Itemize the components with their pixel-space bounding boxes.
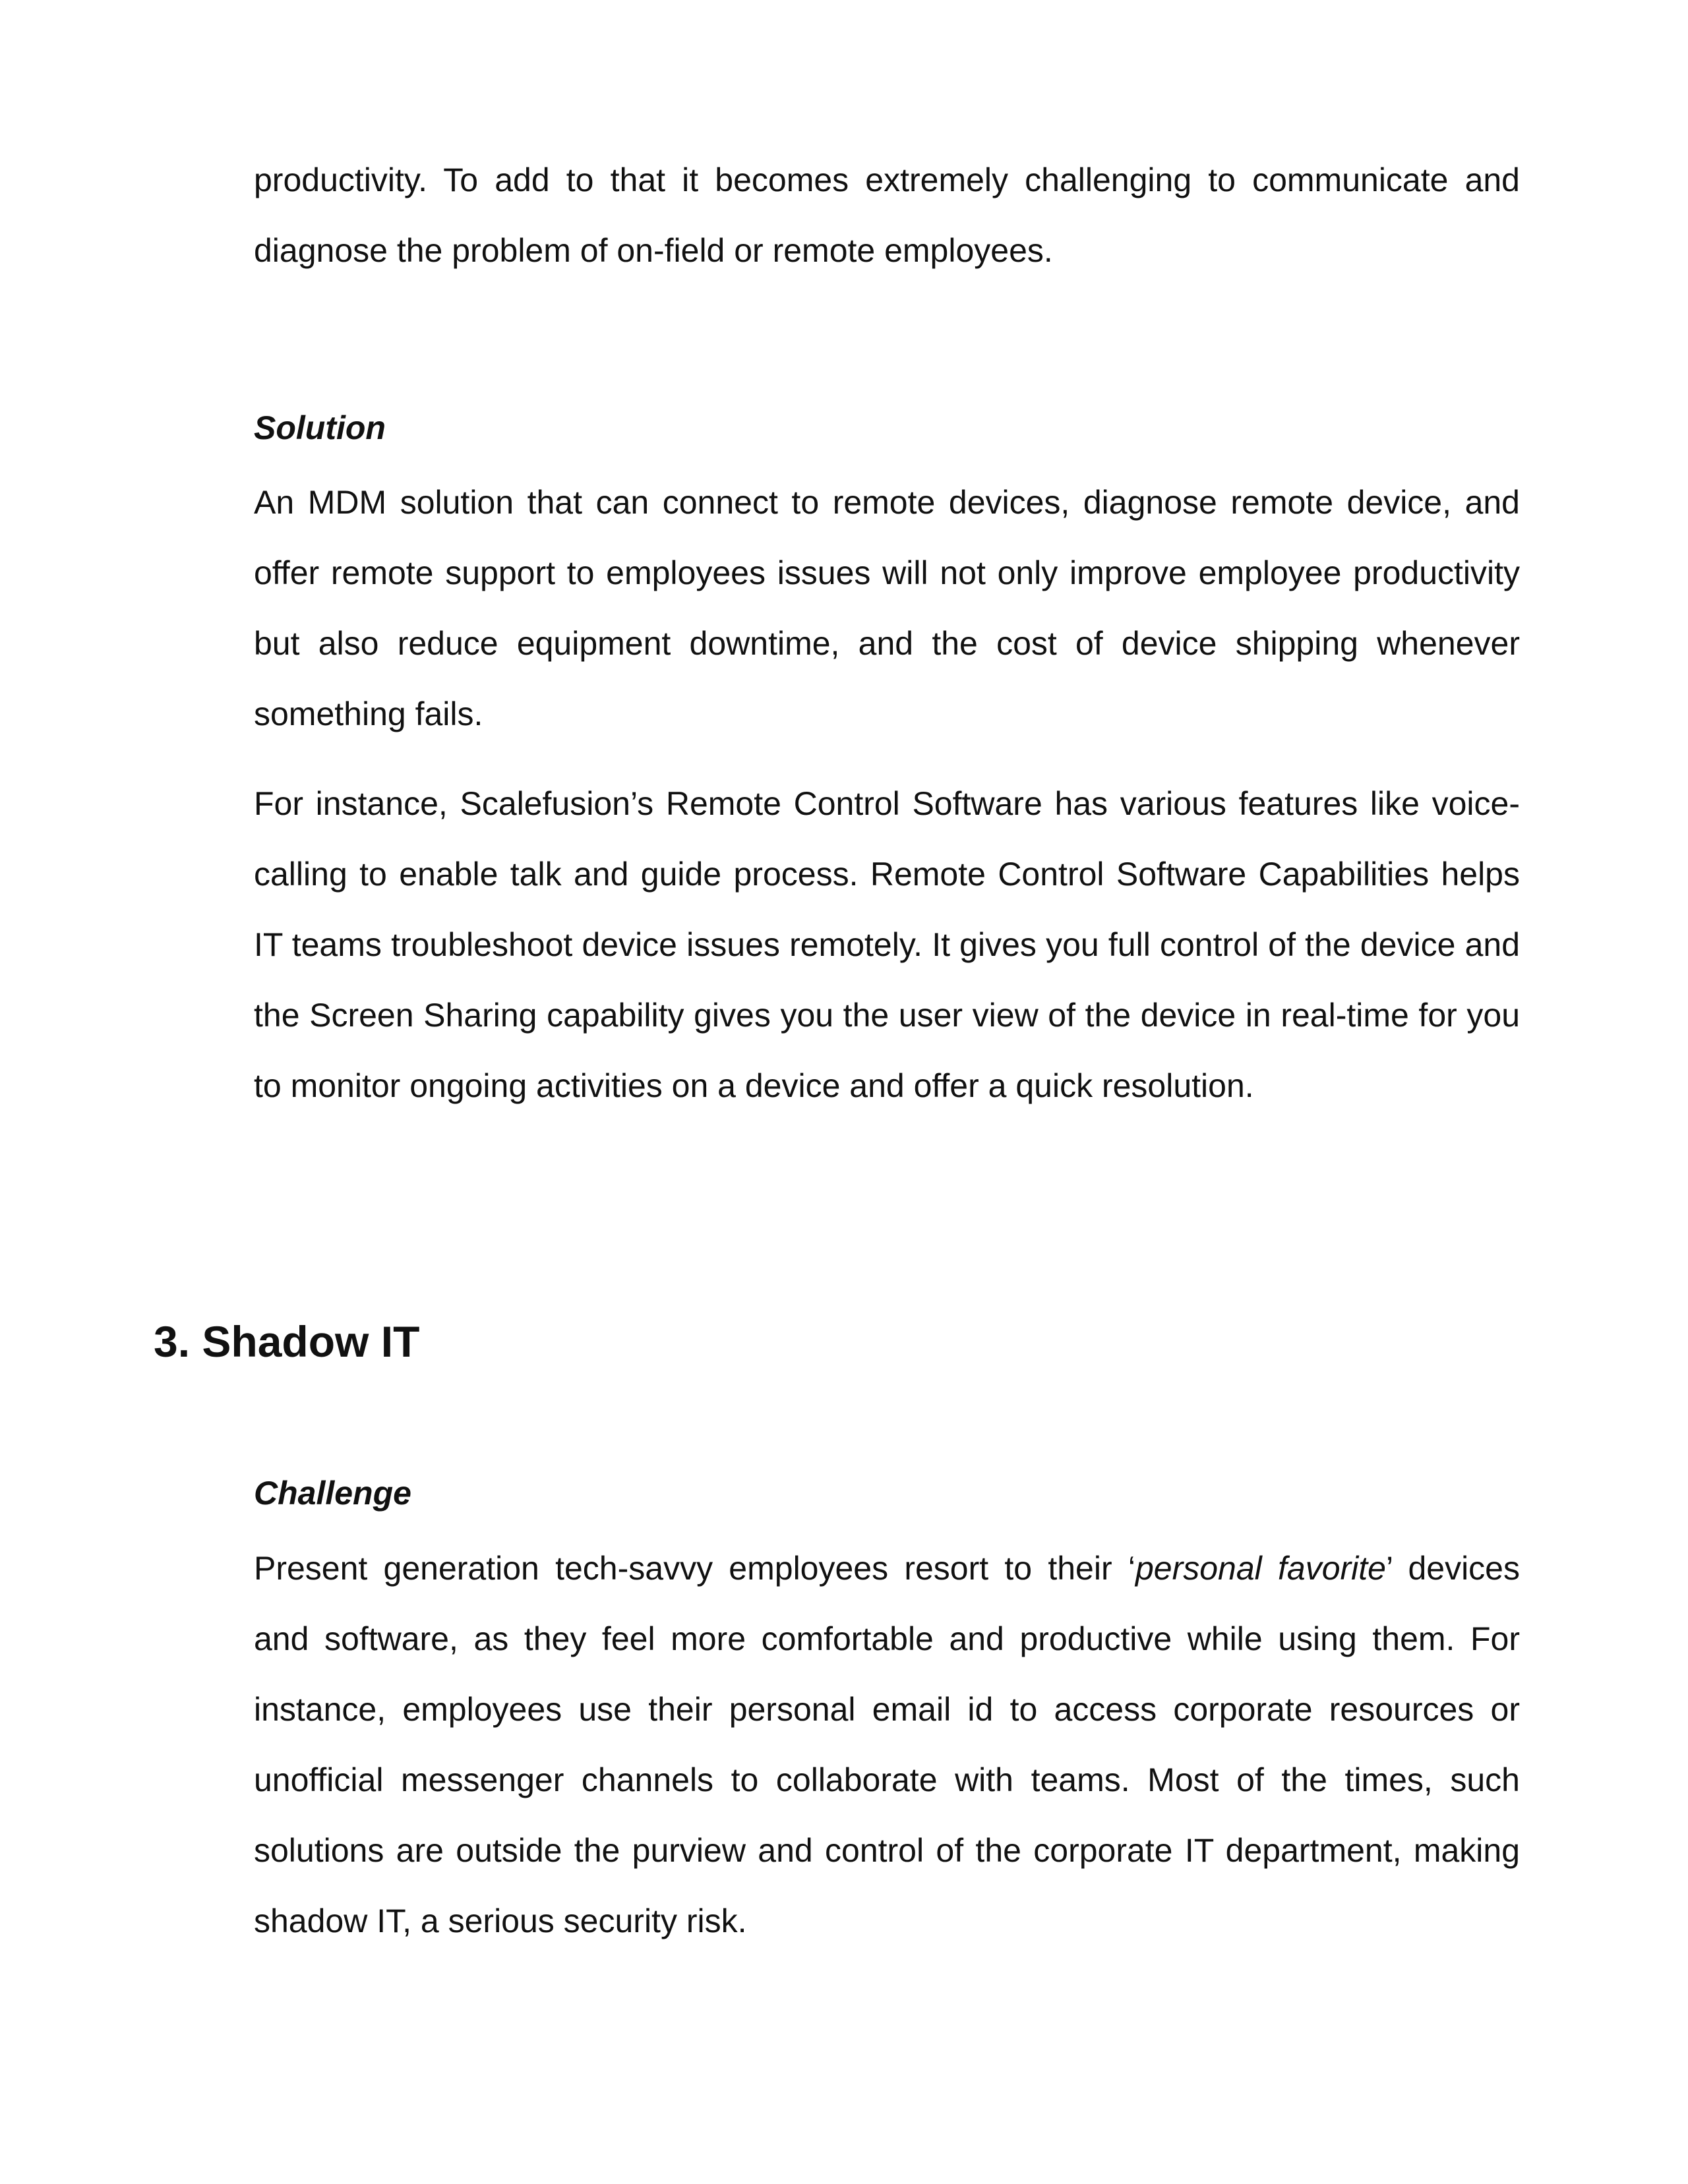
challenge-text-after: ’ devices and software, as they feel more comfortable and productive while using them. For instance, employees use their personal email id to access corporate resources or unofficial messenger channels to collaborate with teams. Most of the times, such solutions are outside the purview and control of the corporate IT department, making shadow IT, a serious security risk. bbox=[254, 1550, 1520, 1939]
solution-heading: Solution bbox=[254, 409, 386, 446]
challenge-heading: Challenge bbox=[254, 1475, 411, 1512]
challenge-text-before: Present generation tech-savvy employees resort to their ‘ bbox=[254, 1550, 1135, 1587]
intro-paragraph: productivity. To add to that it becomes extremely challenging to communicate and diagnose the problem of on-field or remote employees. bbox=[254, 162, 1520, 269]
solution-paragraph-1: An MDM solution that can connect to remote devices, diagnose remote device, and offer remote support to employees issues will not only improve employee productivity but also reduce equipment downtime, and the cost of device shipping whenever something fails. bbox=[254, 484, 1520, 732]
challenge-paragraph bbox=[254, 1533, 1520, 1957]
challenge-text-emphasis: personal favorite bbox=[1135, 1550, 1386, 1587]
solution-paragraph-2: For instance, Scalefusion’s Remote Control Software has various features like voice-calling to enable talk and guide process. Remote Control Software Capabilities helps IT teams troubleshoot device issues remotely. It gives you full control of the device and the Screen Sharing capability gives you the user view of the device in real-time for you to monitor ongoing activities on a device and offer a quick resolution. bbox=[254, 785, 1520, 1104]
section-heading-shadow-it: 3. Shadow IT bbox=[154, 1317, 420, 1366]
